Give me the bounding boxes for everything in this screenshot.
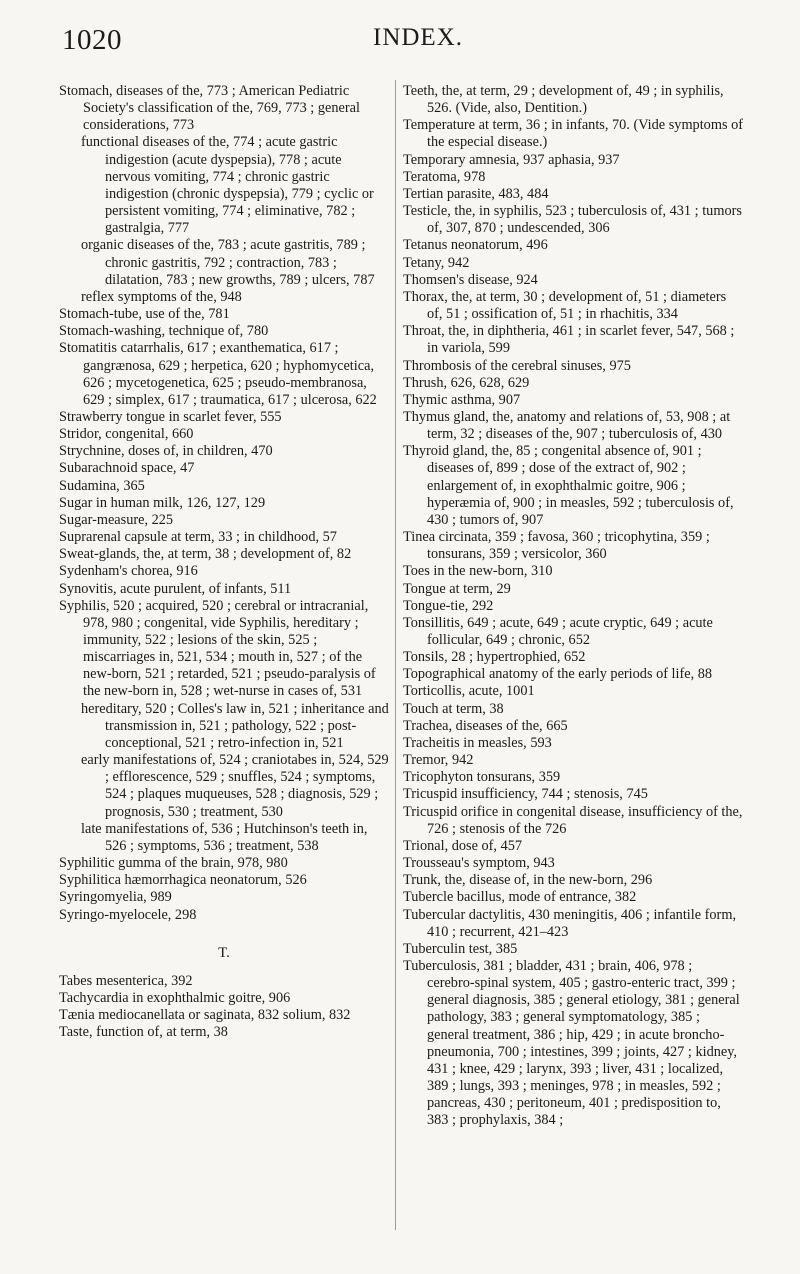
index-subentry: reflex symptoms of the, 948 — [81, 288, 242, 305]
index-entry: Stomach-washing, technique of, 780 — [59, 323, 269, 340]
index-entry: Thymus gland, the, anatomy and relations of, 53, 908 ; at term, 32 ; diseases of the, 907 ; tuberculosis of, 430 — [403, 408, 731, 443]
index-entry: Syphilitica hæmorrhagica neonatorum, 526 — [59, 872, 307, 889]
letter-heading: T. — [218, 944, 230, 961]
index-entry: Subarachnoid space, 47 — [59, 460, 195, 477]
index-column-right — [403, 83, 743, 1130]
index-entry: Torticollis, acute, 1001 — [403, 683, 535, 700]
index-entry: Topographical anatomy of the early periods of life, 88 — [403, 666, 713, 683]
index-entry: Thomsen's disease, 924 — [403, 271, 538, 288]
index-entry: Testicle, the, in syphilis, 523 ; tuberculosis of, 431 ; tumors of, 307, 870 ; undescended, 306 — [403, 203, 742, 237]
index-entry: Tetanus neonatorum, 496 — [403, 237, 548, 254]
index-entry: Thymic asthma, 907 — [403, 391, 521, 408]
index-entry: Tremor, 942 — [403, 752, 474, 769]
index-entry: Tuberculin test, 385 — [403, 940, 518, 957]
index-entry: Tuberculosis, 381 ; bladder, 431 ; brain, 406, 978 ; cerebro-spinal system, 405 ; gastro-enteric tract, 399 ; general diagnosis, 385 ; general etiology, 381 ; general pathology, 383 ; general symptomatology, 385 ; general treatment, 386 ; hip, 429 ; in acute broncho-pneumonia, 700 ; intestines, 399 ; joints, 427 ; kidney, 431 ; knee, 429 ; larynx, 393 ; liver, 431 ; localized, 389 ; lungs, 393 ; meninges, 978 ; in measles, 592 ; pancreas, 430 ; peritoneum, 401 ; predisposition to, 383 ; prophylaxis, 384 ; — [403, 957, 740, 1129]
index-entry: Trachea, diseases of the, 665 — [403, 717, 568, 734]
index-entry: Tongue at term, 29 — [403, 580, 511, 597]
page-number: 1020 — [62, 24, 122, 56]
index-entry: Stomach-tube, use of the, 781 — [59, 306, 230, 323]
index-entry: Thyroid gland, the, 85 ; congenital absence of, 901 ; diseases of, 899 ; dose of the extract of, 902 ; enlargement of, in exophthalmic goitre, 906 ; hyperæmia of, 900 ; in measles, 592 ; tuberculosis of, 430 ; tumors of, 907 — [403, 443, 734, 528]
index-entry: Tracheitis in measles, 593 — [403, 734, 552, 751]
page-title: INDEX. — [373, 24, 464, 51]
index-subentry: functional diseases of the, 774 ; acute gastric indigestion (acute dyspepsia), 778 ; acute nervous vomiting, 774 ; chronic gastric indigestion (chronic dyspepsia), 779 ; cyclic or persistent vomiting, 774 ; eliminative, 782 ; gastralgia, 777 — [81, 134, 374, 237]
index-entry: Trunk, the, disease of, in the new-born, 296 — [403, 872, 653, 889]
index-entry: Strychnine, doses of, in children, 470 — [59, 443, 273, 460]
index-entry: Tachycardia in exophthalmic goitre, 906 — [59, 989, 291, 1006]
index-entry: Strawberry tongue in scarlet fever, 555 — [59, 408, 282, 425]
index-subentry: hereditary, 520 ; Colles's law in, 521 ; inheritance and transmission in, 521 ; pathology, 522 ; post-conceptional, 521 ; retro-infection in, 521 — [81, 700, 389, 751]
index-entry: Thorax, the, at term, 30 ; development of, 51 ; diameters of, 51 ; ossification of, 51 ; in rhachitis, 334 — [403, 288, 727, 323]
index-entry: Sydenham's chorea, 916 — [59, 563, 198, 580]
index-entry: Stomatitis catarrhalis, 617 ; exanthematica, 617 ; gangrænosa, 629 ; herpetica, 620 ; hyphomycetica, 626 ; mycetogenetica, 625 ; pseudo-membranosa, 629 ; simplex, 617 ; traumatica, 617 ; ulcerosa, 622 — [59, 340, 377, 408]
index-entry: Syringomyelia, 989 — [59, 889, 172, 906]
index-entry: Tertian parasite, 483, 484 — [403, 185, 549, 202]
index-entry: Sudamina, 365 — [59, 477, 145, 494]
index-entry: Teeth, the, at term, 29 ; development of, 49 ; in syphilis, 526. (Vide, also, Dentition.) — [403, 83, 724, 117]
index-entry: Tonsillitis, 649 ; acute, 649 ; acute cryptic, 649 ; acute follicular, 649 ; chronic, 652 — [403, 614, 713, 648]
index-entry: Tricophyton tonsurans, 359 — [403, 769, 561, 786]
index-entry: Tetany, 942 — [403, 254, 470, 271]
index-entry: Thrombosis of the cerebral sinuses, 975 — [403, 357, 631, 374]
index-entry: Tongue-tie, 292 — [403, 597, 494, 614]
index-entry: Synovitis, acute purulent, of infants, 511 — [59, 580, 292, 597]
index-subentry: organic diseases of the, 783 ; acute gastritis, 789 ; chronic gastritis, 792 ; contraction, 783 ; dilatation, 783 ; new growths, 789 ; ulcers, 787 — [81, 237, 375, 288]
index-subentry: early manifestations of, 524 ; craniotabes in, 524, 529 ; efflorescence, 529 ; snuffles, 524 ; symptoms, 524 ; plaques muqueuses, 528 ; diagnosis, 529 ; prognosis, 530 ; treatment, 530 — [81, 752, 389, 820]
index-entry: Suprarenal capsule at term, 33 ; in childhood, 57 — [59, 529, 337, 546]
index-entry: Syringo-myelocele, 298 — [59, 906, 197, 923]
index-entry: Teratoma, 978 — [403, 168, 486, 185]
index-entry: Tubercle bacillus, mode of entrance, 382 — [403, 889, 637, 906]
index-entry: Tænia mediocanellata or saginata, 832 solium, 832 — [59, 1007, 351, 1024]
index-entry: Temporary amnesia, 937 aphasia, 937 — [403, 151, 620, 168]
index-entry: Thrush, 626, 628, 629 — [403, 374, 530, 391]
index-entry: Syphilis, 520 ; acquired, 520 ; cerebral or intracranial, 978, 980 ; congenital, vide Syphilis, hereditary ; immunity, 522 ; lesions of the skin, 525 ; miscarriages in, 521, 534 ; mouth in, 527 ; of the new-born, 521 ; retarded, 521 ; pseudo-paralysis of the new-born in, 528 ; wet-nurse in cases of, 531 — [59, 597, 376, 700]
index-entry: Throat, the, in diphtheria, 461 ; in scarlet fever, 547, 568 ; in variola, 599 — [403, 323, 735, 357]
index-entry: Sweat-glands, the, at term, 38 ; development of, 82 — [59, 546, 352, 563]
index-entry: Trousseau's symptom, 943 — [403, 855, 555, 872]
index-entry: Stridor, congenital, 660 — [59, 426, 194, 443]
index-subentry: late manifestations of, 536 ; Hutchinson's teeth in, 526 ; symptoms, 536 ; treatment, 538 — [81, 820, 368, 854]
index-entry: Syphilitic gumma of the brain, 978, 980 — [59, 855, 288, 872]
index-entry: Touch at term, 38 — [403, 700, 504, 717]
index-entry: Tonsils, 28 ; hypertrophied, 652 — [403, 649, 586, 666]
index-entry: Tricuspid orifice in congenital disease, insufficiency of the, 726 ; stenosis of the 726 — [403, 803, 743, 837]
index-entry: Taste, function of, at term, 38 — [59, 1024, 228, 1041]
index-entry: Sugar-measure, 225 — [59, 511, 174, 528]
index-entry: Temperature at term, 36 ; in infants, 70. (Vide symptoms of the especial disease.) — [403, 117, 743, 151]
index-entry: Stomach, diseases of the, 773 ; American Pediatric Society's classification of the, 769, 773 ; general considerations, 773 — [59, 83, 360, 134]
index-entry: Tinea circinata, 359 ; favosa, 360 ; tricophytina, 359 ; tonsurans, 359 ; versicolor, 360 — [403, 529, 710, 563]
index-entry: Toes in the new-born, 310 — [403, 563, 553, 580]
index-entry: Tabes mesenterica, 392 — [59, 972, 193, 989]
index-entry: Trional, dose of, 457 — [403, 837, 523, 854]
index-column-left — [59, 83, 389, 1041]
index-entry: Tricuspid insufficiency, 744 ; stenosis, 745 — [403, 786, 648, 803]
index-entry: Sugar in human milk, 126, 127, 129 — [59, 494, 266, 511]
index-entry: Tubercular dactylitis, 430 meningitis, 406 ; infantile form, 410 ; recurrent, 421–423 — [403, 906, 737, 940]
column-divider — [395, 80, 396, 1230]
